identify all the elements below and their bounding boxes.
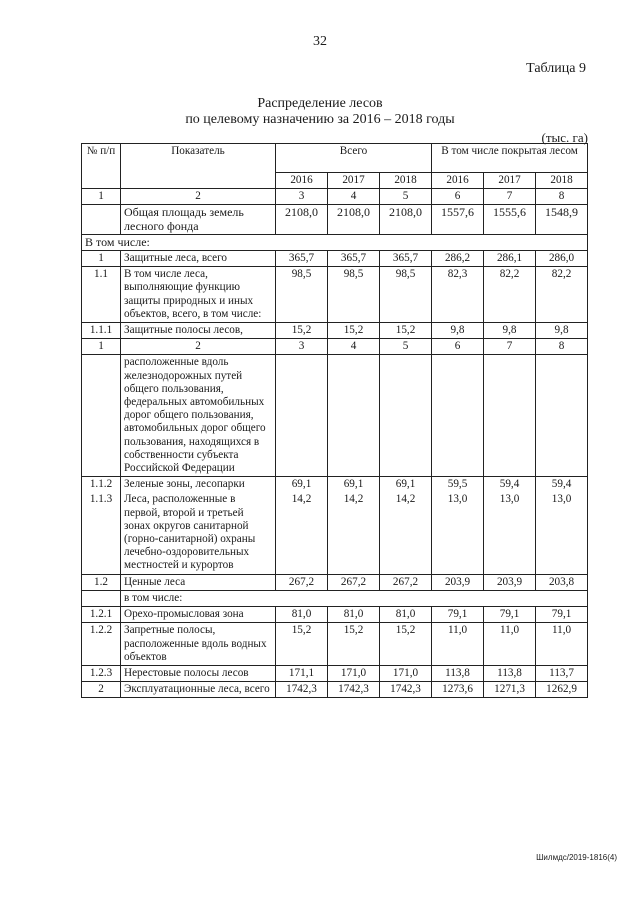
header-num: № п/п [82,144,121,189]
row-value: 15,2 [328,623,380,666]
header-year: 2018 [380,173,432,189]
row-value: 267,2 [328,574,380,590]
row-value: 82,2 [484,267,536,323]
row-label: Эксплуатационные леса, всего [121,682,276,698]
row-value: 14,2 [328,492,380,574]
table-row [82,682,588,698]
table-row [82,477,588,493]
row-value: 2108,0 [276,205,328,234]
header-year: 2017 [328,173,380,189]
row-subheading: в том числе: [121,590,588,606]
row-value: 82,2 [536,267,588,323]
empty-cell [82,590,121,606]
row-value: 15,2 [276,623,328,666]
empty-cell [82,355,121,477]
table-row [82,234,588,250]
row-num: 1.2.2 [82,623,121,666]
col-number: 4 [328,339,380,355]
row-value: 98,5 [328,267,380,323]
col-number: 2 [121,189,276,205]
row-label: Зеленые зоны, лесопарки [121,477,276,493]
table-row [82,665,588,681]
row-value: 203,9 [432,574,484,590]
row-value: 59,4 [484,477,536,493]
forest-distribution-table [81,143,588,698]
col-number: 8 [536,189,588,205]
row-value: 365,7 [380,251,432,267]
empty-cell [328,355,380,477]
row-num: 1.1.2 [82,477,121,493]
page-number: 32 [313,34,327,49]
row-value: 9,8 [432,323,484,339]
units-label: (тыс. га) [541,130,588,145]
header-year: 2016 [276,173,328,189]
row-value: 14,2 [276,492,328,574]
table-row [82,251,588,267]
row-num: 1 [82,251,121,267]
header-total: Всего [276,144,432,173]
row-value: 203,8 [536,574,588,590]
row-label: Леса, расположенные в первой, второй и третьей зонах округов санитарной (горно-санитарной) охраны лечебно-оздоровительных местностей и курортов [121,492,276,574]
row-num: 1.1 [82,267,121,323]
col-number: 6 [432,189,484,205]
title-line-2: по целевому назначению за 2016 – 2018 годы [185,112,455,127]
document-stamp: Шилмдс/2019-1816(4) [536,853,617,862]
row-value: 2108,0 [328,205,380,234]
row-value: 267,2 [276,574,328,590]
col-number: 3 [276,339,328,355]
column-numbers-row [82,339,588,355]
row-value: 11,0 [432,623,484,666]
row-value: 1548,9 [536,205,588,234]
header-year: 2018 [536,173,588,189]
row-value: 15,2 [380,323,432,339]
row-label: Общая площадь земель лесного фонда [121,205,276,234]
row-value: 81,0 [328,607,380,623]
row-num: 1.1.1 [82,323,121,339]
row-subheading: В том числе: [82,234,588,250]
row-value: 59,4 [536,477,588,493]
row-value: 81,0 [276,607,328,623]
row-value: 9,8 [484,323,536,339]
empty-cell [432,355,484,477]
header-indicator: Показатель [121,144,276,189]
row-value: 13,0 [536,492,588,574]
col-number: 1 [82,189,121,205]
row-value: 171,0 [380,665,432,681]
header-row [82,144,588,173]
empty-cell [484,355,536,477]
row-value: 13,0 [484,492,536,574]
row-value: 79,1 [536,607,588,623]
table-row [82,590,588,606]
col-number: 8 [536,339,588,355]
row-value: 69,1 [380,477,432,493]
row-value: 1273,6 [432,682,484,698]
empty-cell [276,355,328,477]
row-value: 98,5 [276,267,328,323]
row-value: 1555,6 [484,205,536,234]
table-label: Таблица 9 [526,61,586,76]
row-value: 13,0 [432,492,484,574]
row-value: 365,7 [328,251,380,267]
table-title [0,96,640,128]
row-value: 9,8 [536,323,588,339]
row-value: 15,2 [380,623,432,666]
row-value: 79,1 [484,607,536,623]
row-label: Запретные полосы, расположенные вдоль водных объектов [121,623,276,666]
row-label: Защитные леса, всего [121,251,276,267]
row-num: 1.2.3 [82,665,121,681]
row-value: 2108,0 [380,205,432,234]
col-number: 7 [484,339,536,355]
row-value: 1742,3 [380,682,432,698]
row-num: 1.2 [82,574,121,590]
row-num: 1.2.1 [82,607,121,623]
col-number: 3 [276,189,328,205]
row-value: 15,2 [276,323,328,339]
row-value: 1557,6 [432,205,484,234]
header-year: 2017 [484,173,536,189]
row-value: 1742,3 [276,682,328,698]
row-value: 365,7 [276,251,328,267]
row-label: В том числе леса, выполняющие функцию защиты природных и иных объектов, всего, в том числе: [121,267,276,323]
col-number: 6 [432,339,484,355]
title-line-1: Распределение лесов [257,96,383,111]
row-label: Орехо-промысловая зона [121,607,276,623]
row-value: 98,5 [380,267,432,323]
table-row [82,623,588,666]
empty-cell [536,355,588,477]
table-row [82,492,588,574]
col-number: 5 [380,339,432,355]
table-row [82,574,588,590]
row-value: 69,1 [328,477,380,493]
col-number: 4 [328,189,380,205]
row-value: 171,0 [328,665,380,681]
row-num: 1.1.3 [82,492,121,574]
row-value: 1262,9 [536,682,588,698]
row-value: 11,0 [536,623,588,666]
row-value: 171,1 [276,665,328,681]
col-number: 1 [82,339,121,355]
row-value: 286,2 [432,251,484,267]
row-value: 113,8 [432,665,484,681]
row-value: 1742,3 [328,682,380,698]
row-value: 286,0 [536,251,588,267]
row-value: 267,2 [380,574,432,590]
table-row [82,607,588,623]
col-number: 7 [484,189,536,205]
row-label-continuation: расположенные вдоль железнодорожных путей общего пользования, федеральных автомобильных дорог общего пользования, автомобильных дорог общего пользования, находящихся в собственности субъекта Российской Федерации [121,355,276,477]
table-row [82,323,588,339]
col-number: 2 [121,339,276,355]
row-value: 11,0 [484,623,536,666]
column-numbers-row [82,189,588,205]
row-value: 1271,3 [484,682,536,698]
header-year: 2016 [432,173,484,189]
row-num [82,205,121,234]
row-value: 113,8 [484,665,536,681]
row-value: 79,1 [432,607,484,623]
row-value: 203,9 [484,574,536,590]
table-row [82,267,588,323]
row-num: 2 [82,682,121,698]
row-value: 15,2 [328,323,380,339]
empty-cell [380,355,432,477]
row-value: 113,7 [536,665,588,681]
row-label: Ценные леса [121,574,276,590]
table-row [82,355,588,477]
row-value: 82,3 [432,267,484,323]
row-value: 59,5 [432,477,484,493]
row-value: 69,1 [276,477,328,493]
row-value: 286,1 [484,251,536,267]
header-forested: В том числе покрытая лесом [432,144,588,173]
row-value: 81,0 [380,607,432,623]
table-row [82,205,588,234]
col-number: 5 [380,189,432,205]
row-label: Защитные полосы лесов, [121,323,276,339]
row-value: 14,2 [380,492,432,574]
row-label: Нерестовые полосы лесов [121,665,276,681]
